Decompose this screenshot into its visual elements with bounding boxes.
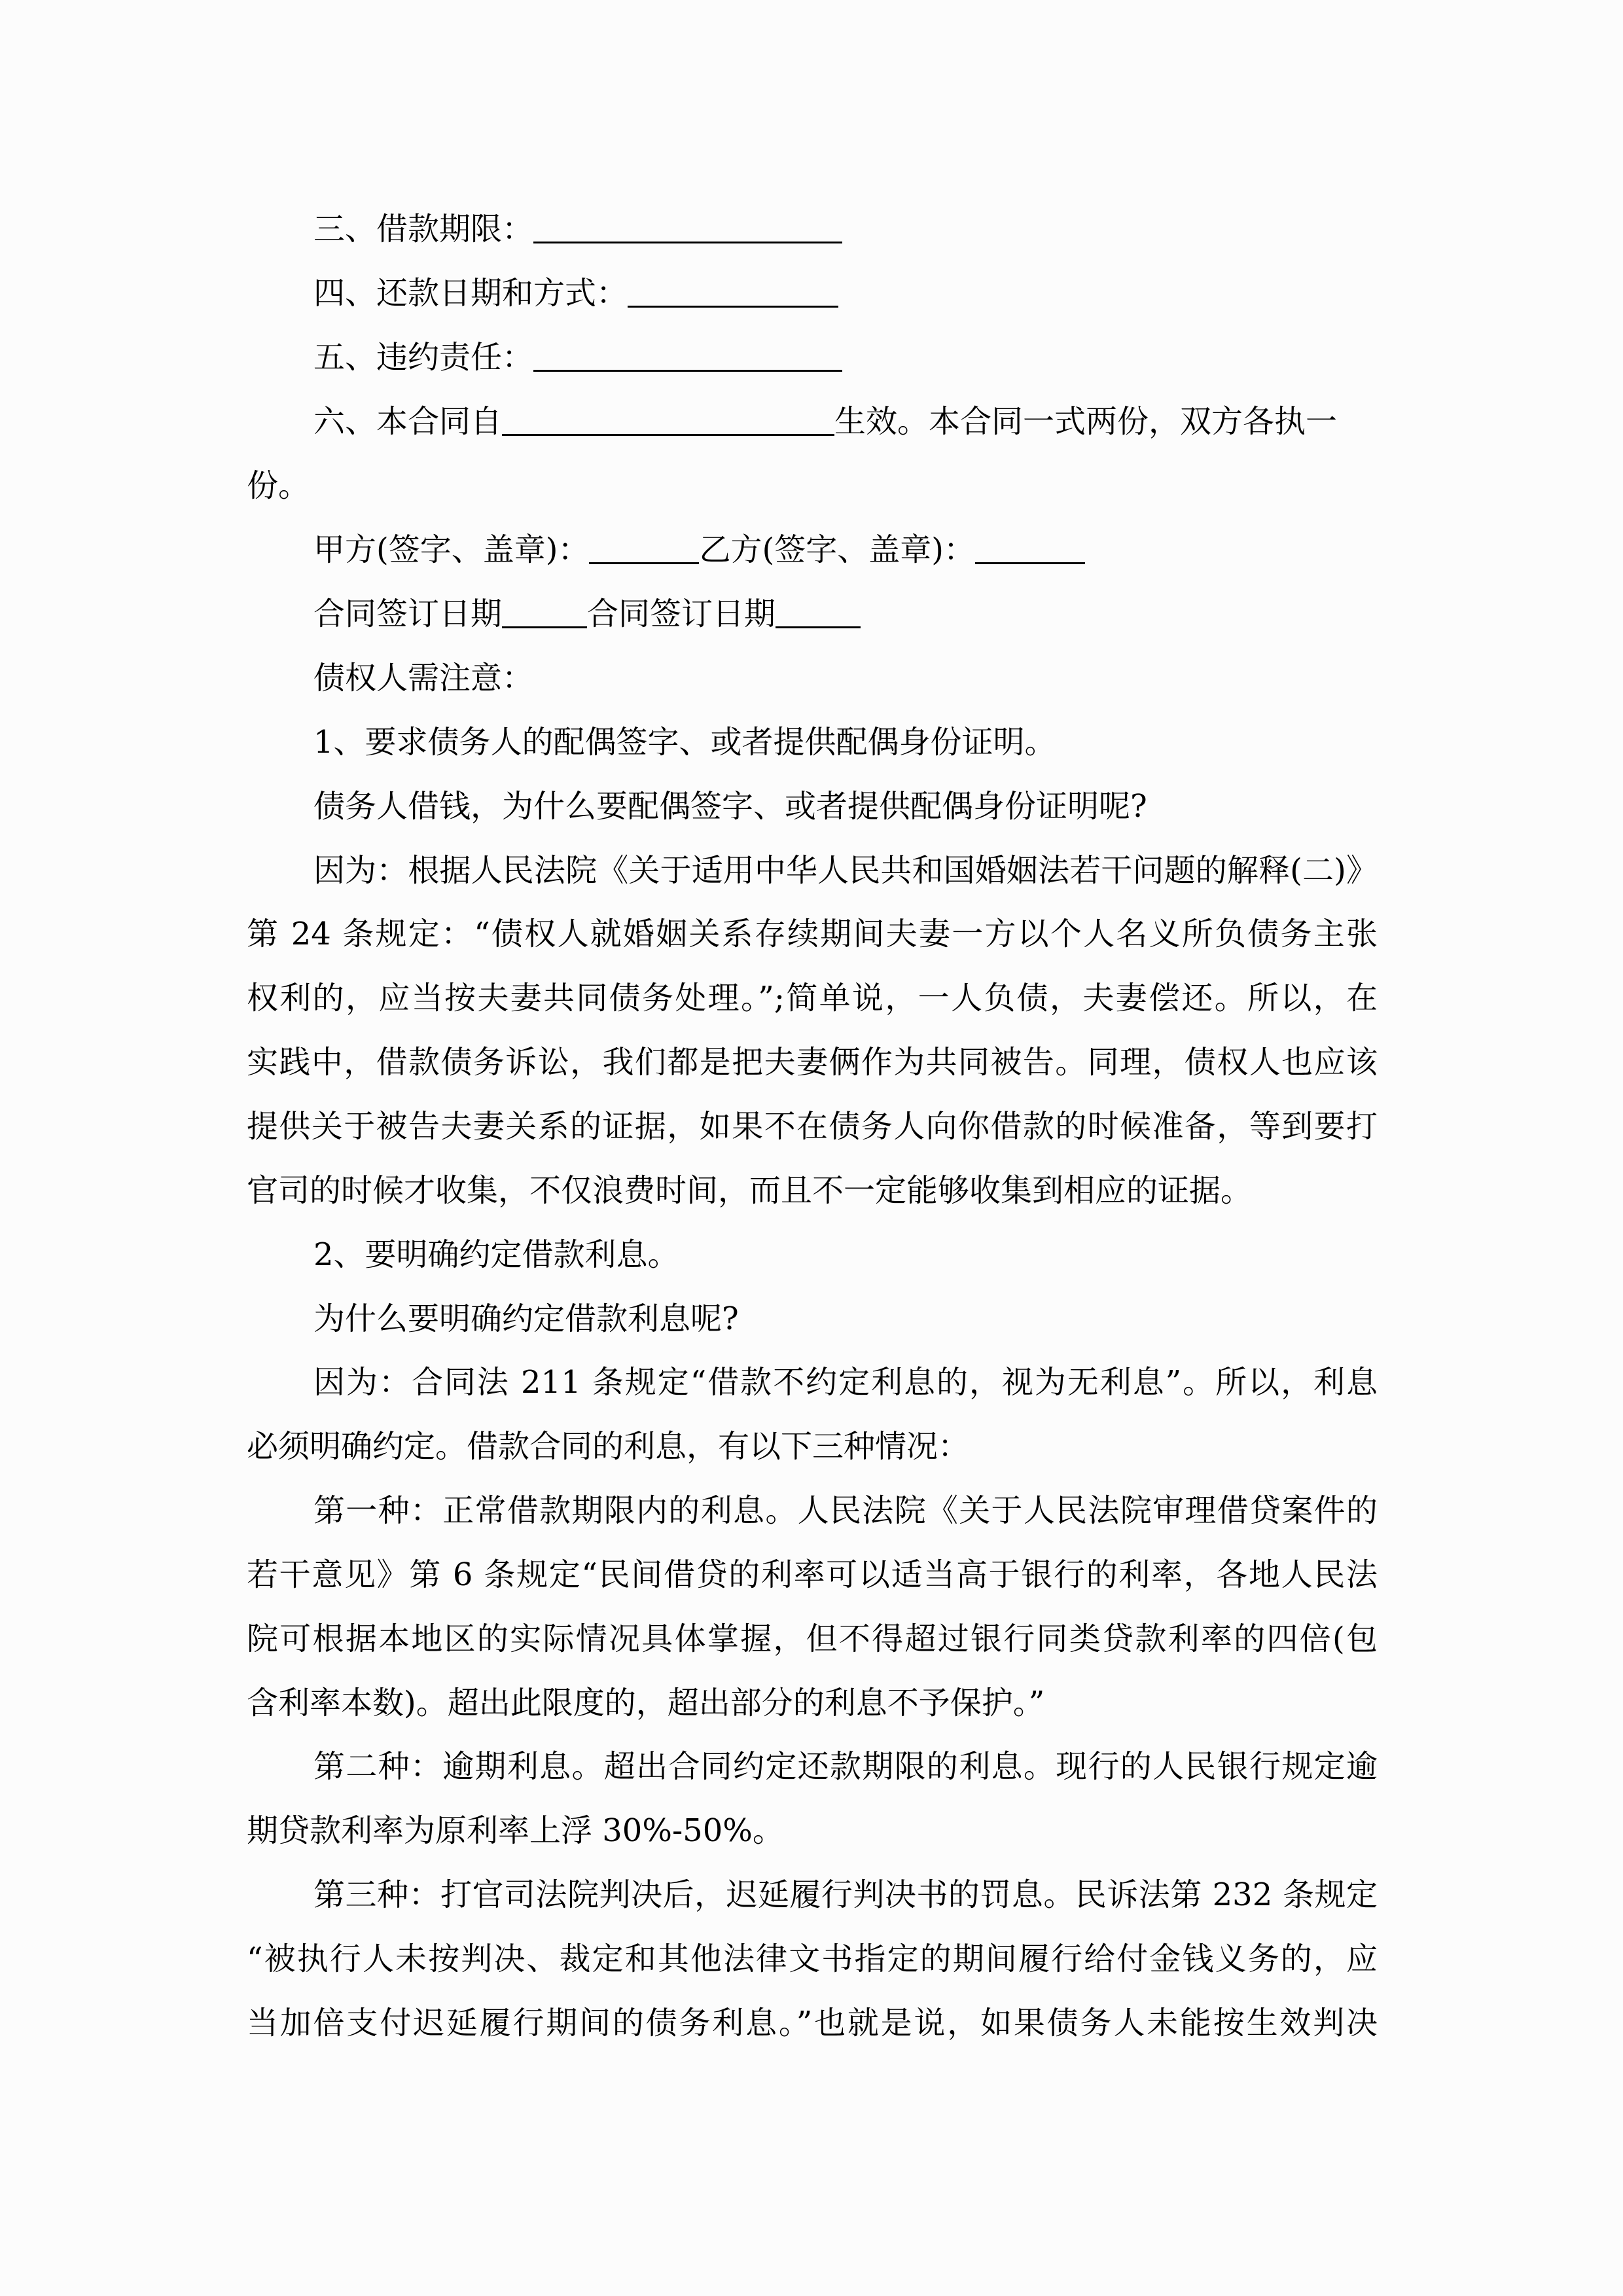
note-line: 因为：根据人民法院《关于适用中华人民共和国婚姻法若干问题的解释(二)》 [313,852,1378,889]
note-line: 2、要明确约定借款利息。 [313,1236,679,1273]
note-line: 官司的时候才收集，不仅浪费时间，而且不一定能够收集到相应的证据。 [247,1172,1253,1209]
note-line: 当加倍支付迟延履行期间的债务利息。”也就是说，如果债务人未能按生效判决 [247,2005,1378,2041]
note-line: 第二种：逾期利息。超出合同约定还款期限的利息。现行的人民银行规定逾 [313,1748,1378,1785]
clause-loan-term [313,209,1378,249]
note-line: 第三种：打官司法院判决后，迟延履行判决书的罚息。民诉法第 232 条规定 [313,1876,1378,1913]
note-line: 第一种：正常借款期限内的利息。人民法院《关于人民法院审理借贷案件的 [313,1492,1378,1529]
note-line: 权利的，应当按夫妻共同债务处理。”;简单说，一人负债，夫妻偿还。所以，在 [247,980,1378,1016]
clause-repayment [313,274,1378,313]
party-a-label: 甲方(签字、盖章)： [313,531,590,568]
note-line: “被执行人未按判决、裁定和其他法律文书指定的期间履行给付金钱义务的，应 [247,1941,1378,1977]
note-line: 实践中，借款债务诉讼，我们都是把夫妻俩作为共同被告。同理，债权人也应该 [247,1044,1378,1081]
party-b-label: 乙方(签字、盖章)： [699,531,975,568]
notes-heading: 债权人需注意： [313,660,534,696]
note-line: 院可根据本地区的实际情况具体掌握，但不得超过银行同类贷款利率的四倍(包 [247,1621,1378,1657]
clause-liability [313,338,1378,377]
sign-date-label: 合同签订日期 [587,596,776,632]
fill-in-blank[interactable] [502,404,834,436]
note-line: 含利率本数)。超出此限度的，超出部分的利息不予保护。” [247,1685,1045,1721]
sign-date-label: 合同签订日期 [313,596,503,632]
note-line: 1、要求债务人的配偶签字、或者提供配偶身份证明。 [313,724,1056,761]
note-line: 因为：合同法 211 条规定“借款不约定利息的，视为无利息”。所以，利息 [313,1364,1378,1401]
note-line: 期贷款利率为原利率上浮 30%-50%。 [247,1812,784,1849]
note-line: 债务人借钱，为什么要配偶签字、或者提供配偶身份证明呢? [313,788,1147,825]
party-a-signature-blank[interactable] [589,532,699,564]
clause-text: 生效。本合同一式两份，双方各执一 [834,403,1338,440]
clause-effective [313,402,1378,441]
clause-label: 六、本合同自 [313,403,503,440]
clause-effective-cont: 份。 [247,467,310,504]
clause-label: 四、还款日期和方式： [313,275,628,312]
note-line: 必须明确约定。借款合同的利息，有以下三种情况： [247,1428,970,1465]
signature-line [313,530,1378,569]
clause-label: 五、违约责任： [313,339,534,376]
note-line: 若干意见》第 6 条规定“民间借贷的利率可以适当高于银行的利率，各地人民法 [247,1556,1378,1593]
fill-in-blank[interactable] [628,276,838,308]
note-line: 第 24 条规定：“债权人就婚姻关系存续期间夫妻一方以个人名义所负债务主张 [247,916,1378,952]
sign-date-blank[interactable] [776,596,861,628]
note-line: 为什么要明确约定借款利息呢? [313,1300,739,1337]
party-b-signature-blank[interactable] [975,532,1085,564]
sign-date-line [313,594,1378,634]
sign-date-blank[interactable] [502,596,587,628]
note-line: 提供关于被告夫妻关系的证据，如果不在债务人向你借款的时候准备，等到要打 [247,1108,1378,1145]
fill-in-blank[interactable] [533,211,842,243]
clause-label: 三、借款期限： [313,211,534,247]
fill-in-blank[interactable] [533,340,842,372]
